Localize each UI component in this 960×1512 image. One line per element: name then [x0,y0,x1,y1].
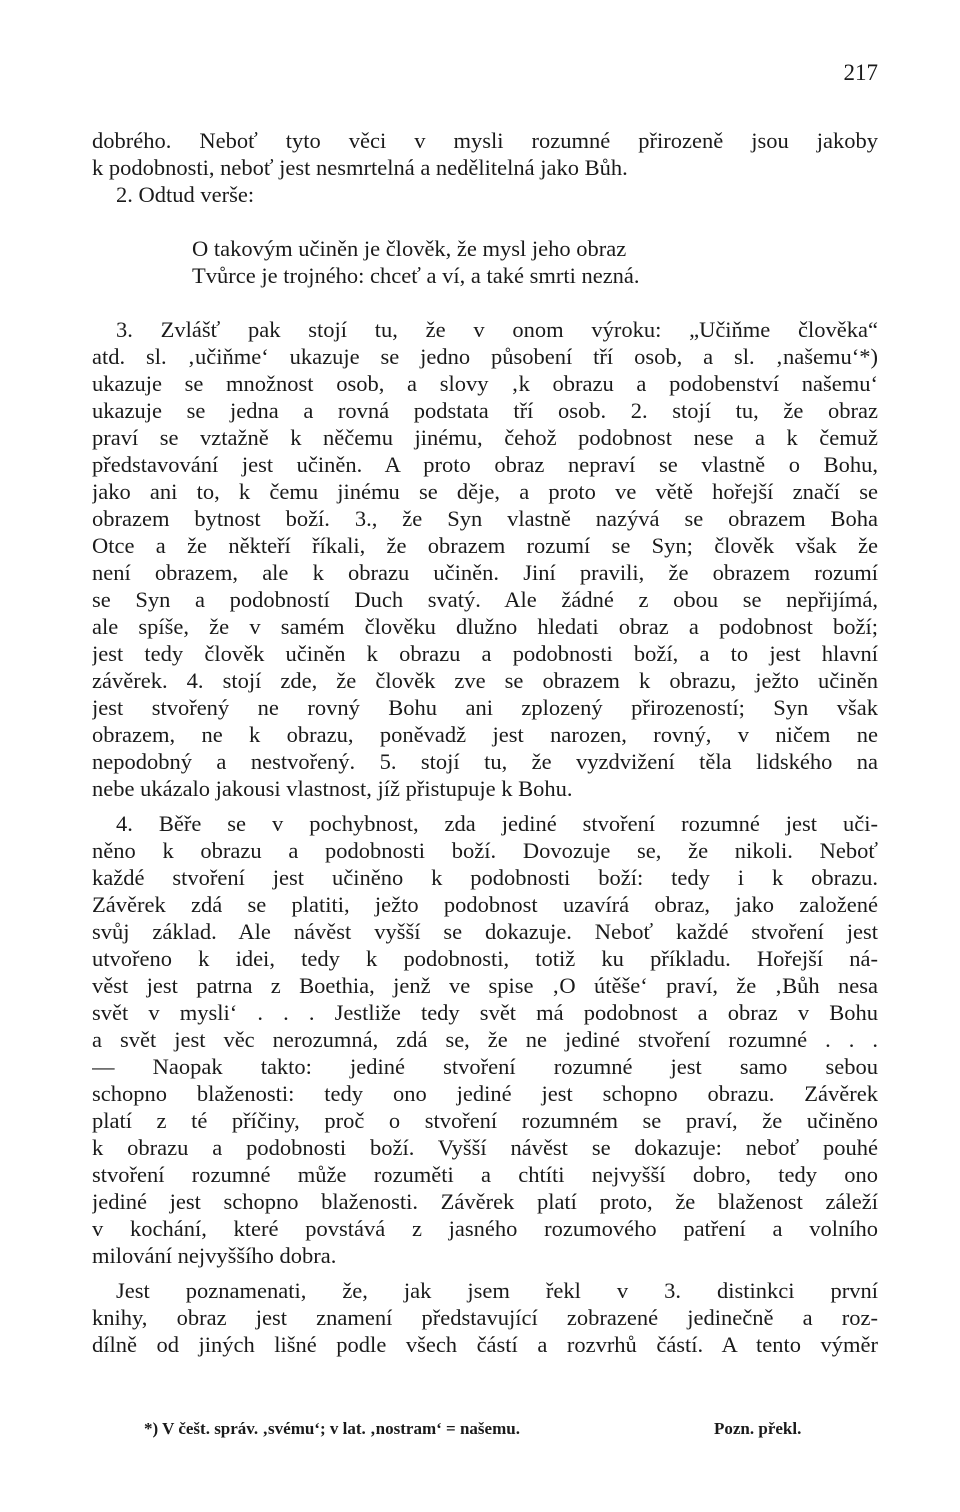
text-line: 3. Zvlášť pak stojí tu, že v onom výroku: „Učiňme člověka“ [116,317,878,342]
text-line: ukazuje se jedna a rovná podstata tří osob. 2. stojí tu, že obraz [92,398,878,423]
text-line: atd. sl. ‚učiňme‘ ukazuje se jedno působení tří osob, a sl. ‚našemu‘*) [92,344,878,369]
text-line: utvořeno k idei, tedy k podobnosti, totiž ku příkladu. Hořejší ná- [92,946,878,971]
text-line: platí z té příčiny, proč o stvoření rozumném se praví, že učiněno [92,1108,878,1133]
text-line: k obrazu a podobnosti boží. Vyšší návěst se dokazuje: neboť pouhé [92,1135,878,1160]
text-line: obrazem bytnost boží. 3., že Syn vlastně nazývá se obrazem Boha [92,506,878,531]
text-line: a svět jest věc nerozumná, zdá se, že ne jediné stvoření rozumné . . . [92,1027,878,1052]
text-line: jest stvořený ne rovný Bohu ani zplozený přirozeností; Syn však [92,695,878,720]
text-line: něno k obrazu a podobnosti boží. Dovozuje se, že nikoli. Neboť [92,838,878,863]
text-line: jako ani to, k čemu jinému se děje, a proto ve větě hořejší značí se [92,479,878,504]
footnote [144,1418,864,1440]
page-number: 217 [843,60,878,85]
text-line: obrazem, ne k obrazu, poněvadž jest narozen, rovný, v ničem ne [92,722,878,747]
text-line: nebe ukázalo jakousi vlastnost, jíž přistupuje k Bohu. [92,776,573,801]
text-line: 2. Odtud verše: [116,182,255,207]
text-line: Jest poznamenati, že, jak jsem řekl v 3. distinkci první [116,1278,878,1303]
text-line: — Naopak takto: jediné stvoření rozumné jest samo sebou [92,1054,878,1079]
translator-note: Pozn. překl. [714,1419,802,1438]
text-line: představování jest učiněn. A proto obraz nepraví se vlastně o Bohu, [92,452,878,477]
text-line: Otce a že někteří říkali, že obrazem rozumí se Syn; člověk však že [92,533,878,558]
text-line: jediné jest schopno blaženosti. Závěrek platí proto, že blaženost záleží [92,1189,878,1214]
text-line: svůj základ. Ale návěst vyšší se dokazuje. Neboť každé stvoření jest [92,919,878,944]
verse-line: O takovým učiněn je člověk, že mysl jeho obraz [192,236,627,261]
verse-line: Tvůrce je trojného: chceť a ví, a také smrti nezná. [192,263,640,288]
text-line: dobrého. Neboť tyto věci v mysli rozumné přirozeně jsou jakoby [92,128,878,153]
text-line: jest tedy člověk učiněn k obrazu a podobnosti boží, a to jest hlavní [92,641,878,666]
text-line: není obrazem, ale k obrazu učiněn. Jiní pravili, že obrazem rozumí [92,560,878,585]
text-line: stvoření rozumné může rozuměti a chtíti nejvyšší dobro, tedy ono [92,1162,878,1187]
text-line: k podobnosti, neboť jest nesmrtelná a nedělitelná jako Bůh. [92,155,628,180]
text-line: 4. Běře se v pochybnost, zda jediné stvoření rozumné jest uči- [116,811,878,836]
text-line: ukazuje se množnost osob, a slovy ‚k obrazu a podobenství našemu‘ [92,371,878,396]
footnote-text: *) V češt. správ. ‚svému‘; v lat. ‚nostram‘ = našemu. [144,1419,520,1438]
text-line: Závěrek zdá se platiti, ježto podobnost uzavírá obraz, jako založené [92,892,878,917]
text-line: knihy, obraz jest znamení představující zobrazené jedinečně a roz- [92,1305,878,1330]
text-line: v kochání, které povstává z jasného rozumového patření a volního [92,1216,878,1241]
text-line: schopno blaženosti: tedy ono jediné jest schopno obrazu. Závěrek [92,1081,878,1106]
text-line: věst jest patrna z Boethia, jenž ve spise ‚O útěše‘ praví, že ‚Bůh nesa [92,973,878,998]
text-line: závěrek. 4. stojí zde, že člověk zve se obrazem k obrazu, ježto učiněn [92,668,878,693]
text-line: se Syn a podobností Duch svatý. Ale žádné z obou se nepřijímá, [92,587,878,612]
text-line: ale spíše, že v samém člověku dlužno hledati obraz a podobnost boží; [92,614,878,639]
text-line: dílně od jiných lišné podle všech částí a rozvrhů částí. A tento výměr [92,1332,878,1357]
text-line: každé stvoření jest učiněno k podobnosti boží: tedy i k obrazu. [92,865,878,890]
text-line: praví se vztažně k něčemu jinému, čehož podobnost nese a k čemuž [92,425,878,450]
text-line: milování nejvyššího dobra. [92,1243,337,1268]
text-line: svět v mysli‘ . . . Jestliže tedy svět má podobnost a obraz v Bohu [92,1000,878,1025]
text-line: nepodobný a nestvořený. 5. stojí tu, že vyzdvižení těla lidského na [92,749,878,774]
